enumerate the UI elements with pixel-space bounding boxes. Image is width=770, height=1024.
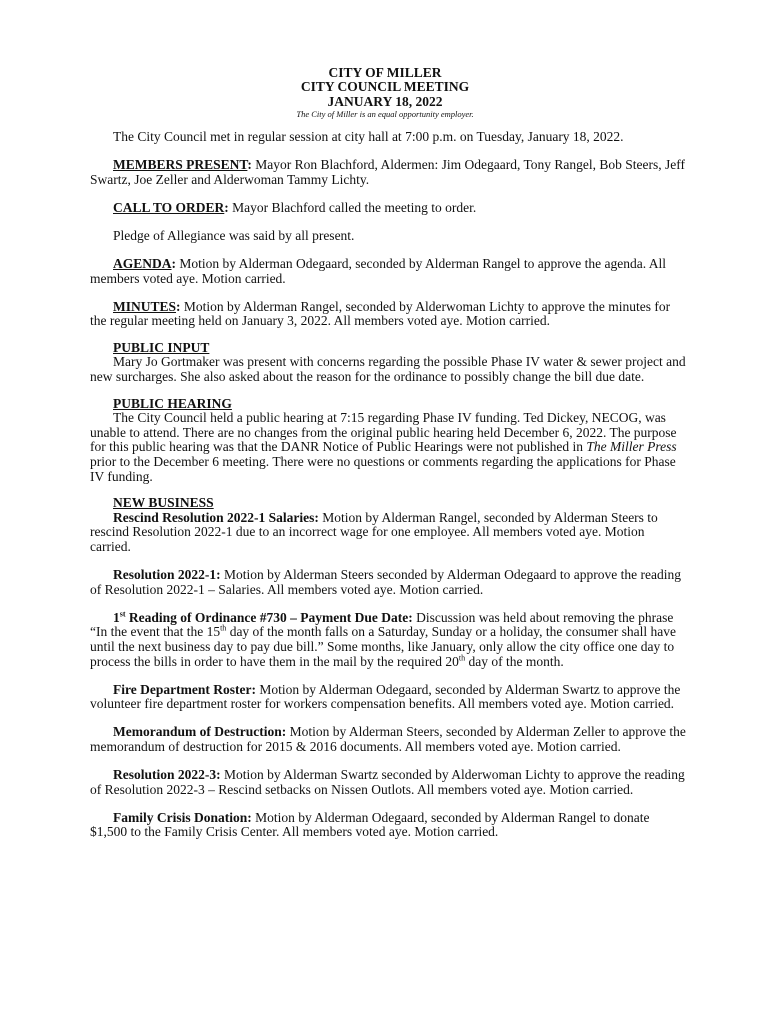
agenda-label: AGENDA xyxy=(113,255,172,271)
memo-destruction-label: Memorandum of Destruction: xyxy=(113,724,287,740)
city-name: CITY OF MILLER xyxy=(328,65,442,80)
call-to-order-text: Mayor Blachford called the meeting to order. xyxy=(228,199,477,215)
pledge-paragraph: Pledge of Allegiance was said by all present. xyxy=(113,227,355,243)
new-business-heading: NEW BUSINESS xyxy=(113,495,214,511)
eeo-note: The City of Miller is an equal opportunity employer. xyxy=(296,109,474,120)
ordinance-730-label: 1st Reading of Ordinance #730 – Payment Due Date: xyxy=(113,609,413,625)
members-present-text: Mayor Ron Blachford, Aldermen: Jim Odegaard, Tony Rangel, Bob Steers, Jeff Swartz, Joe Zeller and Alderwoman Tammy Lichty. xyxy=(90,157,686,187)
minutes-label: MINUTES xyxy=(113,298,177,314)
members-present-paragraph: MEMBERS PRESENT: Mayor Ron Blachford, Aldermen: Jim Odegaard, Tony Rangel, Bob Steers, Jeff Swartz, Joe Zeller and Alderwoman Tammy Lichty. xyxy=(90,157,686,187)
rescind-resolution-label: Rescind Resolution 2022-1 Salaries: xyxy=(113,509,319,525)
minutes-text: Motion by Alderman Rangel, seconded by Alderwoman Lichty to approve the minutes for the regular meeting held on January 3, 2022. All members voted aye. Motion carried. xyxy=(90,298,671,329)
ordinance-730-paragraph: 1st Reading of Ordinance #730 – Payment Due Date: Discussion was held about removing the phrase “In the event that the 15th day of the month falls on a Saturday, Sunday or a holiday, the consumer shall have until the next business day to pay due bill.” Some months, like January, only allow the city office one day to process the bills in order to have them in the mail by the required 20th day of the month. xyxy=(90,609,676,669)
minutes-paragraph: MINUTES: Motion by Alderman Rangel, seconded by Alderwoman Lichty to approve the minutes for the regular meeting held on January 3, 2022. All members voted aye. Motion carried. xyxy=(90,298,671,329)
meeting-title: CITY COUNCIL MEETING xyxy=(300,79,470,95)
rescind-resolution-paragraph: Rescind Resolution 2022-1 Salaries: Motion by Alderman Rangel, seconded by Alderman Steers to rescind Resolution 2022-1 due to an incorrect wage for one employee. All members voted aye. Motion carried. xyxy=(90,509,658,554)
public-input-paragraph: Mary Jo Gortmaker was present with concerns regarding the possible Phase IV water & sewer project and new surcharges. She also asked about the reason for the ordinance to possibly change the bill due date. xyxy=(90,354,686,385)
meeting-date: JANUARY 18, 2022 xyxy=(327,93,443,109)
document-header xyxy=(0,66,770,120)
newspaper-name: The Miller Press xyxy=(586,439,677,455)
minutes-body xyxy=(90,130,688,853)
resolution-2022-3-label: Resolution 2022-3: xyxy=(113,767,221,782)
fire-roster-paragraph: Fire Department Roster: Motion by Alderman Odegaard, seconded by Alderman Swartz to approve the volunteer fire department roster for workers compensation benefits. All members voted aye. Motion carried. xyxy=(90,681,681,712)
intro-paragraph: The City Council met in regular session at city hall at 7:00 p.m. on Tuesday, January 18, 2022. xyxy=(113,129,624,144)
members-present-label: MEMBERS PRESENT xyxy=(113,157,248,173)
call-to-order-label: CALL TO ORDER xyxy=(113,199,225,215)
family-crisis-paragraph: Family Crisis Donation: Motion by Alderman Odegaard, seconded by Alderman Rangel to donate $1,500 to the Family Crisis Center. All members voted aye. Motion carried. xyxy=(90,809,650,840)
call-to-order-paragraph: CALL TO ORDER: Mayor Blachford called the meeting to order. xyxy=(113,199,477,215)
resolution-2022-3-paragraph: Resolution 2022-3: Motion by Alderman Swartz seconded by Alderwoman Lichty to approve the reading of Resolution 2022-3 – Rescind setbacks on Nissen Outlots. All members voted aye. Motion carried. xyxy=(90,767,685,797)
fire-roster-label: Fire Department Roster: xyxy=(113,681,256,697)
agenda-text: Motion by Alderman Odegaard, seconded by Alderman Rangel to approve the agenda. All members voted aye. Motion carried. xyxy=(90,255,667,286)
public-hearing-heading: PUBLIC HEARING xyxy=(113,395,232,411)
resolution-2022-1-paragraph: Resolution 2022-1: Motion by Alderman Steers seconded by Alderman Odegaard to approve the reading of Resolution 2022-1 – Salaries. All members voted aye. Motion carried. xyxy=(90,567,681,597)
public-input-heading: PUBLIC INPUT xyxy=(113,339,210,355)
public-hearing-paragraph: The City Council held a public hearing at 7:15 regarding Phase IV funding. Ted Dickey, NECOG, was unable to attend. There are no changes from the original public hearing held December 6, 2022. The purpose for this public hearing was that the DANR Notice of Public Hearings were not published in The Miller Press prior to the December 6 meeting. There were no questions or comments regarding the applications for Phase IV funding. xyxy=(90,410,677,484)
family-crisis-label: Family Crisis Donation: xyxy=(113,809,252,825)
agenda-paragraph: AGENDA: Motion by Alderman Odegaard, seconded by Alderman Rangel to approve the agenda. All members voted aye. Motion carried. xyxy=(90,255,667,286)
resolution-2022-1-label: Resolution 2022-1: xyxy=(113,567,221,583)
memo-destruction-paragraph: Memorandum of Destruction: Motion by Alderman Steers, seconded by Alderman Zeller to approve the memorandum of destruction for 2015 & 2016 documents. All members voted aye. Motion carried. xyxy=(90,724,686,754)
